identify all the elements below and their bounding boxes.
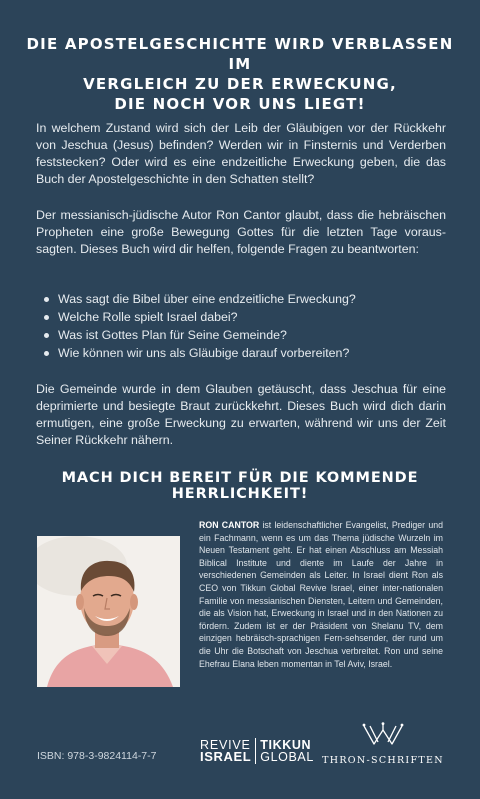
list-item: Welche Rolle spielt Israel dabei? [40,308,440,326]
intro-paragraph: In welchem Zustand wird sich der Leib der Gläubigen vor der Rückkehr von Jeschua (Jesus) befinden? Werden wir in Finsternis und Verderben feststecken? Oder wird es eine endzeitliche Erweckung geben, die das Buch der Apostelgeschichte in den Schatten stellt? [36,121,446,186]
bullet-icon [44,333,49,338]
logo-divider [255,738,256,764]
revive-israel-tikkun-global-logo [200,736,314,766]
israel-word: ISRAEL [200,749,252,764]
list-item: Wie können wir uns als Gläubige darauf vorbereiten? [40,344,440,362]
isbn: ISBN: 978-3-9824114-7-7 [37,750,157,762]
bullet-icon [44,351,49,356]
headline-line-3: DIE NOCH VOR UNS LIEGT! [114,95,366,113]
list-item: Was ist Gottes Plan für Seine Gemeinde? [40,326,440,344]
revive-word: REVIVE [200,738,251,752]
author-bio [199,519,443,670]
closing-paragraph: Die Gemeinde wurde in dem Glauben getäuscht, dass Jeschua für eine deprimierte und besiegte Braut zurückkehrt. Dieses Buch wird dich darin ermutigen, eine große Erweckung zu erwarten, während wir uns der Zeit Seiner Rückkehr nähern. [36,382,446,447]
author-name: RON CANTOR [199,520,260,530]
crown-icon [361,722,405,748]
publisher-name: THRON-SCHRIFTEN [322,755,444,766]
global-word: GLOBAL [260,750,314,764]
tikkun-word: TIKKUN [260,738,312,752]
headline-line-1: DIE APOSTELGESCHICHTE WIRD VERBLASSEN IM [26,35,454,73]
author-photo [37,536,180,687]
bullet-icon [44,315,49,320]
list-item: Was sagt die Bibel über eine endzeitliche Erweckung? [40,290,440,308]
call-to-action: MACH DICH BEREIT FÜR DIE KOMMENDE HERRLICHKEIT! [61,470,419,502]
author-portrait-illustration [37,536,180,687]
publisher-logo [318,722,448,766]
author-bio-text: ist leidenschaftlicher Evangelist, Prediger und ein Fachmann, wenn es um das Thema jüdische Wurzeln im Neuen Testament geht. Er hat einen Abschluss am Messiah Biblical Institute und diente im Laufe der Jahre in verschiedenen Gemeinden als Leiter. In Israel dient Ron als CEO von Tikkun Global Revive Israel, einer inter-nationalen Familie von messianischen Diensten, Leitern und Gemeinden, die als Vision hat, Erweckung in Israel und in den Nationen zu fördern. Zudem ist er der Präsident von Shelanu TV, dem einzigen hebräisch-sprachigen Fern-sehsender, der rund um die Uhr die Botschaft von Jeschua verbreitet. Ron und seine Ehefrau Elana leben momentan in Tel Aviv, Israel. [199,520,443,669]
question-list [40,290,440,362]
bullet-icon [44,297,49,302]
headline [20,34,460,114]
author-paragraph: Der messianisch-jüdische Autor Ron Cantor glaubt, dass die hebräischen Propheten eine große Bewegung Gottes für die letzten Tage voraus-sagten. Dieses Buch wird dir helfen, folgende Fragen zu beantworten: [36,208,446,256]
headline-line-2: VERGLEICH ZU DER ERWECKUNG, [83,75,397,93]
